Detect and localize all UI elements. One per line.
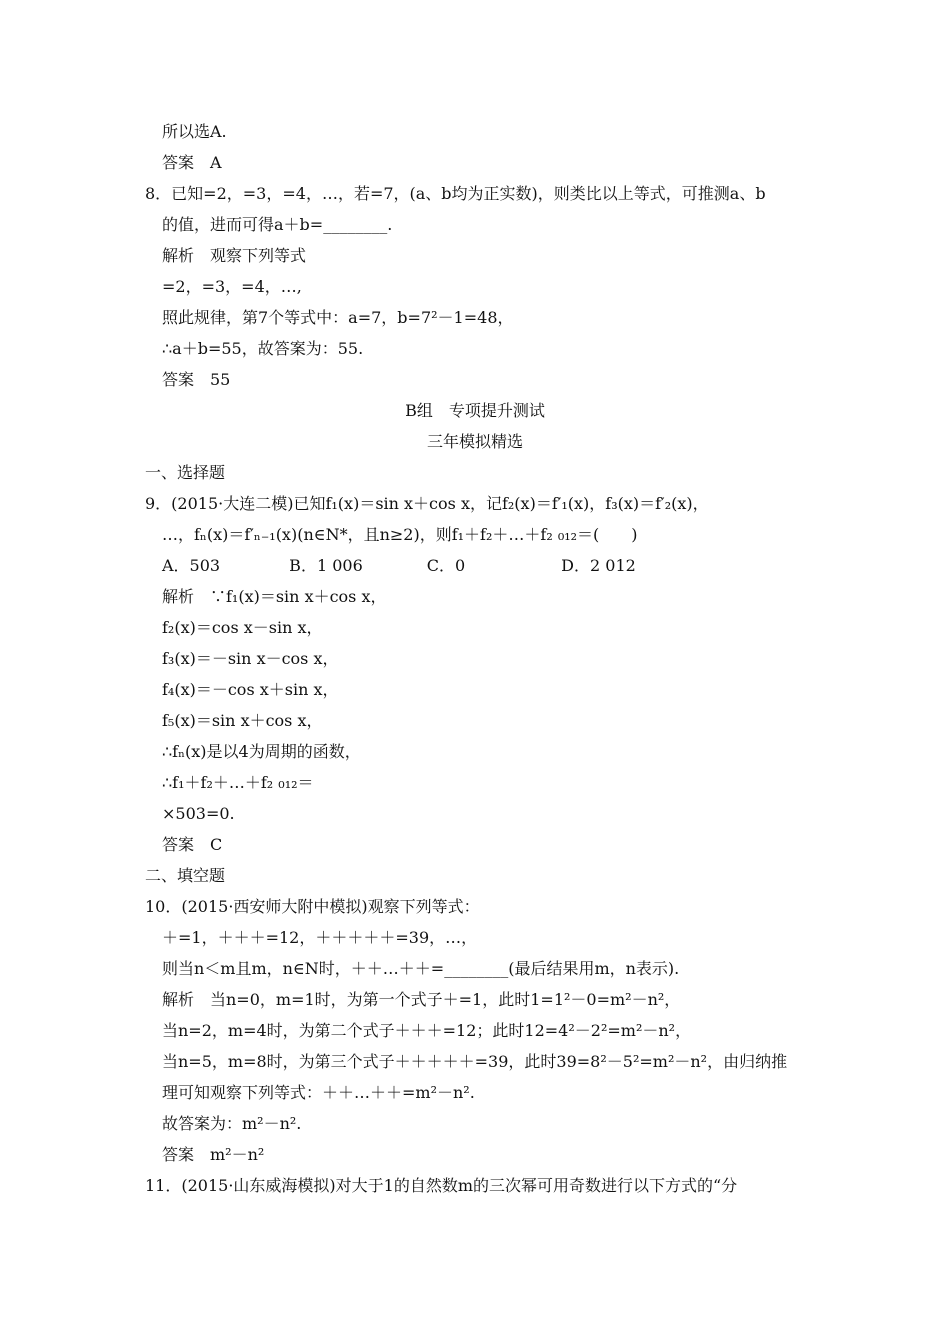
section-heading: B组 专项提升测试 [405, 401, 545, 420]
part-heading: 一、选择题 [145, 463, 226, 482]
question-10: 10．(2015·西安师大附中模拟)观察下列等式： [145, 897, 480, 916]
analysis-line: 解析 ∵f₁(x)＝sin x＋cos x， [162, 587, 387, 606]
text-line: 照此规律，第7个等式中：a=7，b=7²－1=48， [162, 308, 514, 327]
text-line: ∴f₁＋f₂＋…＋f₂ ₀₁₂＝ [162, 773, 314, 792]
text-line: 故答案为：m²－n². [162, 1114, 302, 1133]
section-subheading: 三年模拟精选 [426, 432, 523, 451]
question-8: 8．已知=2，=3，=4，…，若=7，(a、b均为正实数)，则类比以上等式，可推测a、b [145, 184, 766, 203]
text-line: 当n=5，m=8时，为第三个式子＋＋＋＋＋=39，此时39=8²－5²=m²－n²，由归纳推 [162, 1052, 788, 1071]
question-11: 11．(2015·山东威海模拟)对大于1的自然数m的三次幂可用奇数进行以下方式的“分 [145, 1176, 738, 1195]
answer-line: 答案 C [162, 835, 223, 854]
text-line: ∴a＋b=55，故答案为：55. [162, 339, 364, 358]
analysis-line: 解析 观察下列等式 [162, 246, 307, 265]
text-line: 的值，进而可得a＋b=________. [162, 215, 393, 234]
text-line: 当n=2，m=4时，为第二个式子＋＋＋=12；此时12=4²－2²=m²－n²， [162, 1021, 692, 1040]
text-line: 理可知观察下列等式：＋＋…＋＋=m²－n². [162, 1083, 475, 1102]
text-line: f₃(x)＝－sin x－cos x， [162, 649, 339, 668]
text-line: …，fₙ(x)＝f′ₙ₋₁(x)(n∈N*，且n≥2)，则f₁＋f₂＋…＋f₂ ₀₁₂＝( ) [162, 525, 638, 544]
answer-line: 答案 m²－n² [162, 1145, 265, 1164]
part-heading: 二、填空题 [145, 866, 226, 885]
question-9: 9．(2015·大连二模)已知f₁(x)＝sin x＋cos x，记f₂(x)＝f′₁(x)，f₃(x)＝f′₂(x)， [145, 494, 709, 513]
analysis-line: 解析 当n=0，m=1时，为第一个式子＋=1，此时1=1²－0=m²－n²， [162, 990, 681, 1009]
text-line: ＋=1，＋＋＋=12，＋＋＋＋＋=39，…， [162, 928, 478, 947]
text-line: ×503=0. [162, 804, 235, 823]
text-line: f₄(x)＝－cos x＋sin x， [162, 680, 339, 699]
text-line: =2，=3，=4，…, [162, 277, 302, 296]
text-line: 所以选A. [162, 122, 227, 141]
options-line: A．503 B．1 006 C．0 D．2 012 [162, 556, 636, 575]
answer-line: 答案 A [162, 153, 222, 172]
text-line: f₂(x)＝cos x－sin x， [162, 618, 323, 637]
answer-line: 答案 55 [162, 370, 231, 389]
text-line: 则当n＜m且m，n∈N时，＋＋…＋＋=________(最后结果用m，n表示). [162, 959, 680, 978]
text-line: ∴fₙ(x)是以4为周期的函数， [162, 742, 361, 761]
text-line: f₅(x)＝sin x＋cos x， [162, 711, 323, 730]
